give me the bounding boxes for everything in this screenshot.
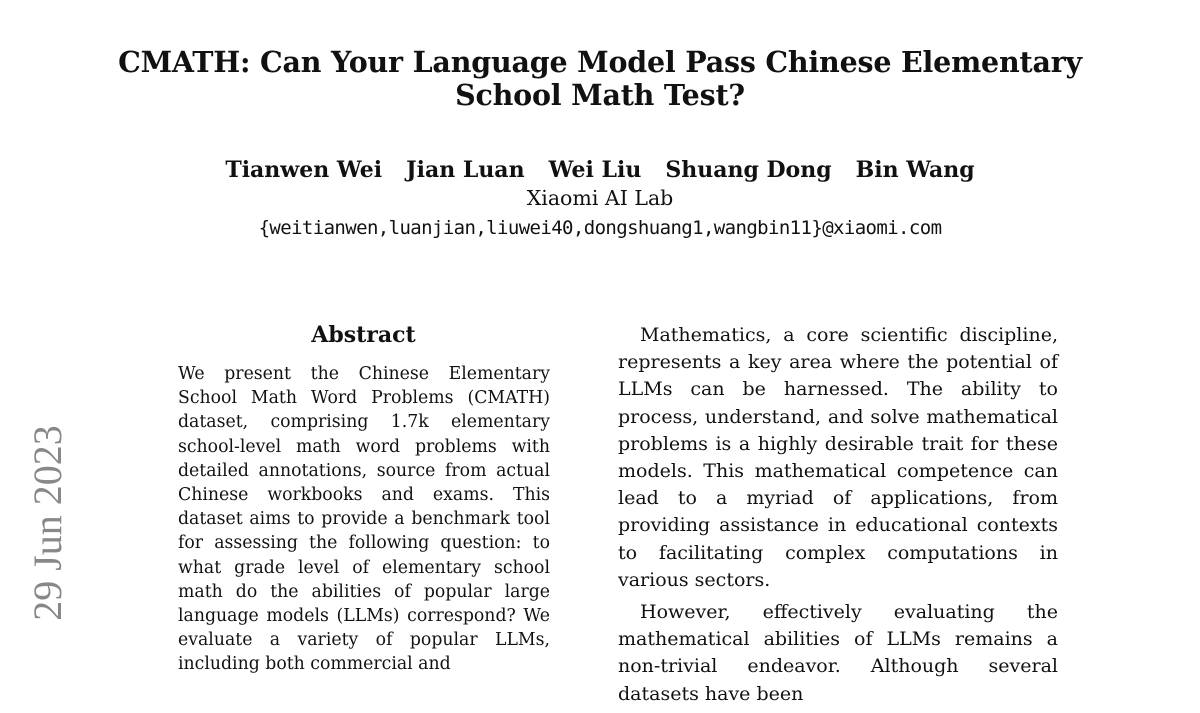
title-line-1: CMATH: Can Your Language Model Pass Chinese Elementary [118, 45, 1082, 79]
intro-paragraph-1: Mathematics, a core scientific discipline, represents a key area where the potential of LLMs can be harnessed. The ability to process, understand, and solve mathematical problems is a highly desirable trait for these models. This mathematical competence can lead to a myriad of applications, from providing assistance in educational contexts to facilitating complex computations in various sectors. [618, 324, 1058, 591]
author-list [0, 156, 1200, 184]
author-name: Shuang Dong [665, 157, 832, 183]
paper-title [0, 46, 1200, 112]
intro-paragraph-2: However, effectively evaluating the mathematical abilities of LLMs remains a non-trivial endeavor. Although several datasets have been [618, 601, 1058, 705]
author-name: Jian Luan [406, 157, 525, 183]
title-line-2: School Math Test? [455, 78, 745, 112]
author-emails: {weitianwen,luanjian,liuwei40,dongshuang1,wangbin11}@xiaomi.com [258, 217, 942, 239]
introduction-column [618, 322, 1058, 713]
author-name: Wei Liu [548, 157, 642, 183]
abstract-text: We present the Chinese Elementary School Math Word Problems (CMATH) dataset, comprising 1.7k elementary school-level math word problems with detailed annotations, source from actual Chinese workbooks and exams. This dataset aims to provide a benchmark tool for assessing the following question: to what grade level of elementary school math do the abilities of popular large language models (LLMs) correspond? We evaluate a variety of popular LLMs, including both commercial and [178, 364, 550, 675]
author-name: Bin Wang [855, 157, 975, 183]
arxiv-date-stamp: 29 Jun 2023 [25, 425, 70, 621]
author-name: Tianwen Wei [225, 157, 383, 183]
affiliation: Xiaomi AI Lab [526, 186, 674, 210]
abstract-heading: Abstract [311, 322, 416, 348]
